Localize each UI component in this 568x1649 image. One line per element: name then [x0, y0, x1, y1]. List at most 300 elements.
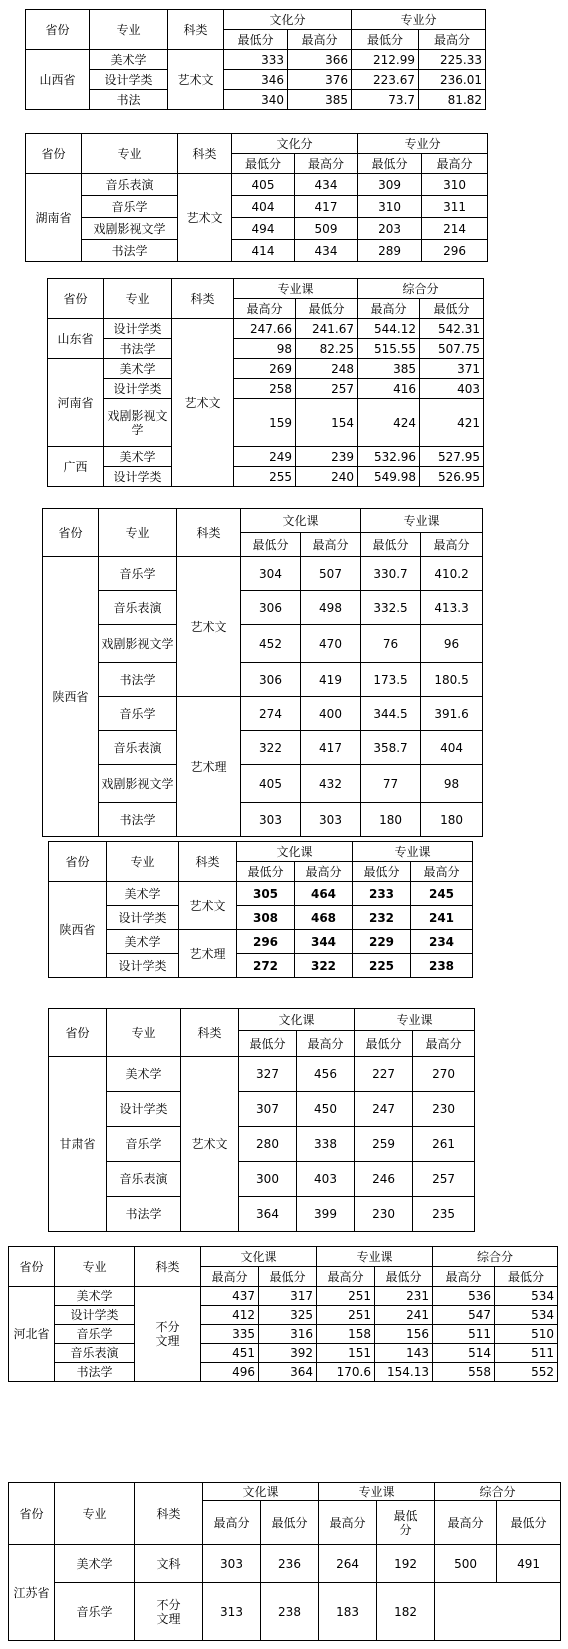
value-cell: 450 [297, 1092, 355, 1127]
value-cell: 511 [433, 1325, 495, 1344]
header-sub: 最低分 [375, 1267, 433, 1287]
major-cell: 美术学 [104, 447, 172, 467]
value-cell: 330.7 [361, 557, 421, 591]
major-cell: 音乐学 [107, 1127, 181, 1162]
value-cell: 173.5 [361, 663, 421, 697]
header-major: 专业 [107, 1009, 181, 1057]
value-cell: 310 [358, 196, 422, 218]
value-cell: 371 [420, 359, 484, 379]
value-cell: 270 [413, 1057, 475, 1092]
major-cell: 音乐表演 [82, 174, 178, 196]
category-cell: 艺术理 [179, 930, 237, 978]
value-cell: 414 [232, 240, 295, 262]
value-cell: 303 [241, 803, 301, 837]
value-cell: 73.7 [352, 90, 419, 110]
header-category: 科类 [135, 1247, 201, 1287]
value-cell: 366 [288, 50, 352, 70]
value-cell: 405 [241, 765, 301, 803]
value-cell: 452 [241, 625, 301, 663]
header-category: 科类 [178, 134, 232, 174]
header-professional: 专业课 [361, 509, 483, 533]
value-cell: 364 [259, 1363, 317, 1382]
header-sub: 最高分 [435, 1501, 497, 1545]
score-table-shandong-henan-guangxi [47, 278, 484, 487]
major-cell: 设计学类 [55, 1306, 135, 1325]
header-sub: 最高分 [433, 1267, 495, 1287]
header-sub: 最高分 [411, 862, 473, 882]
header-culture: 文化课 [239, 1009, 355, 1031]
major-cell: 设计学类 [107, 906, 179, 930]
major-cell: 设计学类 [104, 467, 172, 487]
value-cell: 391.6 [421, 697, 483, 731]
province-cell: 湖南省 [26, 174, 82, 262]
value-cell: 230 [355, 1197, 413, 1232]
value-cell: 234 [411, 930, 473, 954]
header-culture: 文化分 [232, 134, 358, 154]
major-cell: 音乐学 [99, 557, 177, 591]
header-composite: 综合分 [433, 1247, 558, 1267]
value-cell: 424 [358, 399, 420, 447]
value-cell: 82.25 [296, 339, 358, 359]
header-sub: 最低分 [420, 299, 484, 319]
value-cell: 333 [224, 50, 288, 70]
value-cell: 332.5 [361, 591, 421, 625]
value-cell: 346 [224, 70, 288, 90]
value-cell: 274 [241, 697, 301, 731]
value-cell: 403 [420, 379, 484, 399]
value-cell: 405 [232, 174, 295, 196]
value-cell: 272 [237, 954, 295, 978]
value-cell: 158 [317, 1325, 375, 1344]
value-cell: 269 [234, 359, 296, 379]
value-cell: 327 [239, 1057, 297, 1092]
header-sub: 最低分 [361, 533, 421, 557]
score-table-jiangsu [8, 1482, 561, 1641]
header-culture: 文化分 [224, 10, 352, 30]
score-table-hunan [25, 133, 488, 262]
value-cell: 236 [261, 1545, 319, 1583]
value-cell: 156 [375, 1325, 433, 1344]
value-cell: 507.75 [420, 339, 484, 359]
value-cell: 317 [259, 1287, 317, 1306]
value-cell: 154.13 [375, 1363, 433, 1382]
value-cell: 404 [421, 731, 483, 765]
header-province: 省份 [26, 10, 90, 50]
major-cell: 戏剧影视文学 [82, 218, 178, 240]
value-cell: 316 [259, 1325, 317, 1344]
score-table-hebei [8, 1246, 558, 1382]
header-major: 专业 [82, 134, 178, 174]
header-category: 科类 [177, 509, 241, 557]
value-cell: 235 [413, 1197, 475, 1232]
header-sub: 最低分 [296, 299, 358, 319]
value-cell: 526.95 [420, 467, 484, 487]
value-cell: 259 [355, 1127, 413, 1162]
value-cell: 289 [358, 240, 422, 262]
value-cell: 510 [495, 1325, 558, 1344]
value-cell: 376 [288, 70, 352, 90]
value-cell: 238 [261, 1583, 319, 1641]
category-cell: 不分文理 [135, 1583, 203, 1641]
value-cell: 464 [295, 882, 353, 906]
major-cell: 设计学类 [104, 319, 172, 339]
header-province: 省份 [43, 509, 99, 557]
value-cell: 154 [296, 399, 358, 447]
header-sub: 最低分 [261, 1501, 319, 1545]
header-sub: 最高分 [295, 154, 358, 174]
header-sub: 最低分 [259, 1267, 317, 1287]
value-cell: 308 [237, 906, 295, 930]
score-table-shaanxi-art [48, 841, 473, 978]
score-table-shanxi [25, 9, 486, 110]
province-cell: 河南省 [48, 359, 104, 447]
value-cell: 192 [377, 1545, 435, 1583]
header-composite: 综合分 [435, 1483, 561, 1501]
value-cell: 511 [495, 1344, 558, 1363]
value-cell: 304 [241, 557, 301, 591]
category-cell: 不分文理 [135, 1287, 201, 1382]
major-cell: 戏剧影视文学 [99, 765, 177, 803]
value-cell: 434 [295, 240, 358, 262]
value-cell: 385 [288, 90, 352, 110]
score-table-gansu [48, 1008, 475, 1232]
header-sub: 最高分 [288, 30, 352, 50]
value-cell: 494 [232, 218, 295, 240]
major-cell: 书法学 [107, 1197, 181, 1232]
value-cell: 404 [232, 196, 295, 218]
major-cell: 书法学 [99, 663, 177, 697]
header-composite: 综合分 [358, 279, 484, 299]
value-cell: 249 [234, 447, 296, 467]
value-cell: 419 [301, 663, 361, 697]
major-cell: 设计学类 [107, 1092, 181, 1127]
value-cell: 261 [413, 1127, 475, 1162]
value-cell: 180 [421, 803, 483, 837]
header-province: 省份 [49, 1009, 107, 1057]
header-province: 省份 [9, 1247, 55, 1287]
major-cell: 音乐表演 [55, 1344, 135, 1363]
value-cell: 507 [301, 557, 361, 591]
value-cell: 77 [361, 765, 421, 803]
value-cell: 400 [301, 697, 361, 731]
header-major: 专业 [55, 1247, 135, 1287]
major-cell: 音乐学 [99, 697, 177, 731]
major-cell: 音乐学 [55, 1325, 135, 1344]
value-cell: 98 [234, 339, 296, 359]
header-major: 专业 [104, 279, 172, 319]
value-cell: 241.67 [296, 319, 358, 339]
header-sub: 最低分 [237, 862, 295, 882]
value-cell: 306 [241, 591, 301, 625]
value-cell: 500 [435, 1545, 497, 1583]
header-sub: 最高分 [413, 1031, 475, 1057]
composite-empty-cell [435, 1583, 561, 1641]
header-sub: 最低分 [232, 154, 295, 174]
value-cell: 182 [377, 1583, 435, 1641]
value-cell: 246 [355, 1162, 413, 1197]
value-cell: 241 [411, 906, 473, 930]
major-cell: 音乐表演 [99, 591, 177, 625]
major-cell: 音乐学 [55, 1583, 135, 1641]
category-cell: 艺术文 [179, 882, 237, 930]
value-cell: 340 [224, 90, 288, 110]
header-category: 科类 [172, 279, 234, 319]
header-professional: 专业分 [358, 134, 488, 154]
province-cell: 陕西省 [49, 882, 107, 978]
value-cell: 432 [301, 765, 361, 803]
value-cell: 170.6 [317, 1363, 375, 1382]
value-cell: 364 [239, 1197, 297, 1232]
province-cell: 江苏省 [9, 1545, 55, 1641]
header-sub: 最高分 [301, 533, 361, 557]
header-sub: 最高分 [421, 533, 483, 557]
value-cell: 223.67 [352, 70, 419, 90]
value-cell: 98 [421, 765, 483, 803]
value-cell: 470 [301, 625, 361, 663]
header-sub: 最低分 [352, 30, 419, 50]
value-cell: 417 [301, 731, 361, 765]
value-cell: 159 [234, 399, 296, 447]
value-cell: 257 [296, 379, 358, 399]
value-cell: 225.33 [419, 50, 486, 70]
value-cell: 399 [297, 1197, 355, 1232]
value-cell: 509 [295, 218, 358, 240]
value-cell: 257 [413, 1162, 475, 1197]
major-cell: 音乐学 [82, 196, 178, 218]
value-cell: 417 [295, 196, 358, 218]
value-cell: 410.2 [421, 557, 483, 591]
header-category: 科类 [135, 1483, 203, 1545]
major-cell: 音乐表演 [107, 1162, 181, 1197]
value-cell: 203 [358, 218, 422, 240]
value-cell: 309 [358, 174, 422, 196]
category-cell: 艺术理 [177, 697, 241, 837]
value-cell: 558 [433, 1363, 495, 1382]
category-cell: 艺术文 [177, 557, 241, 697]
value-cell: 76 [361, 625, 421, 663]
value-cell: 300 [239, 1162, 297, 1197]
header-sub: 最低分 [224, 30, 288, 50]
value-cell: 231 [375, 1287, 433, 1306]
value-cell: 214 [422, 218, 488, 240]
header-sub: 最高分 [317, 1267, 375, 1287]
value-cell: 532.96 [358, 447, 420, 467]
major-cell: 戏剧影视文学 [99, 625, 177, 663]
province-cell: 甘肃省 [49, 1057, 107, 1232]
major-cell: 美术学 [107, 930, 179, 954]
value-cell: 421 [420, 399, 484, 447]
major-cell: 设计学类 [107, 954, 179, 978]
value-cell: 456 [297, 1057, 355, 1092]
value-cell: 534 [495, 1287, 558, 1306]
header-sub: 最高分 [419, 30, 486, 50]
major-cell: 美术学 [104, 359, 172, 379]
category-cell: 文科 [135, 1545, 203, 1583]
major-cell: 书法学 [104, 339, 172, 359]
header-sub: 最高分 [319, 1501, 377, 1545]
value-cell: 313 [203, 1583, 261, 1641]
value-cell: 236.01 [419, 70, 486, 90]
province-cell: 广西 [48, 447, 104, 487]
header-culture: 文化课 [237, 842, 353, 862]
header-sub: 最低分 [495, 1267, 558, 1287]
major-cell: 美术学 [55, 1545, 135, 1583]
header-sub: 最低分 [239, 1031, 297, 1057]
value-cell: 335 [201, 1325, 259, 1344]
value-cell: 255 [234, 467, 296, 487]
value-cell: 233 [353, 882, 411, 906]
value-cell: 344 [295, 930, 353, 954]
header-sub: 最高分 [203, 1501, 261, 1545]
major-cell: 美术学 [107, 1057, 181, 1092]
value-cell: 542.31 [420, 319, 484, 339]
major-cell: 戏剧影视文学 [104, 399, 172, 447]
province-cell: 陕西省 [43, 557, 99, 837]
header-province: 省份 [49, 842, 107, 882]
value-cell: 306 [241, 663, 301, 697]
value-cell: 358.7 [361, 731, 421, 765]
header-category: 科类 [179, 842, 237, 882]
value-cell: 81.82 [419, 90, 486, 110]
header-major: 专业 [90, 10, 168, 50]
value-cell: 344.5 [361, 697, 421, 731]
header-sub: 最高分 [234, 299, 296, 319]
value-cell: 212.99 [352, 50, 419, 70]
value-cell: 434 [295, 174, 358, 196]
value-cell: 183 [319, 1583, 377, 1641]
value-cell: 534 [495, 1306, 558, 1325]
province-cell: 河北省 [9, 1287, 55, 1382]
header-province: 省份 [48, 279, 104, 319]
header-sub: 最高分 [422, 154, 488, 174]
value-cell: 296 [422, 240, 488, 262]
value-cell: 437 [201, 1287, 259, 1306]
value-cell: 468 [295, 906, 353, 930]
value-cell: 180.5 [421, 663, 483, 697]
value-cell: 251 [317, 1287, 375, 1306]
header-professional: 专业课 [353, 842, 473, 862]
value-cell: 303 [203, 1545, 261, 1583]
value-cell: 491 [497, 1545, 561, 1583]
header-professional: 专业课 [319, 1483, 435, 1501]
major-cell: 书法学 [99, 803, 177, 837]
header-culture: 文化课 [201, 1247, 317, 1267]
value-cell: 451 [201, 1344, 259, 1363]
header-category: 科类 [181, 1009, 239, 1057]
value-cell: 547 [433, 1306, 495, 1325]
value-cell: 230 [413, 1092, 475, 1127]
header-sub: 最高分 [297, 1031, 355, 1057]
value-cell: 296 [237, 930, 295, 954]
value-cell: 322 [241, 731, 301, 765]
value-cell: 305 [237, 882, 295, 906]
category-cell: 艺术文 [178, 174, 232, 262]
category-cell: 艺术文 [181, 1057, 239, 1232]
header-sub: 最低分 [241, 533, 301, 557]
header-category: 科类 [168, 10, 224, 50]
header-sub: 最低分 [377, 1501, 435, 1545]
value-cell: 143 [375, 1344, 433, 1363]
value-cell: 310 [422, 174, 488, 196]
category-cell: 艺术文 [168, 50, 224, 110]
value-cell: 385 [358, 359, 420, 379]
header-sub: 最高分 [358, 299, 420, 319]
header-sub: 最低分 [353, 862, 411, 882]
value-cell: 498 [301, 591, 361, 625]
value-cell: 311 [422, 196, 488, 218]
value-cell: 392 [259, 1344, 317, 1363]
value-cell: 238 [411, 954, 473, 978]
major-cell: 音乐表演 [99, 731, 177, 765]
value-cell: 264 [319, 1545, 377, 1583]
value-cell: 549.98 [358, 467, 420, 487]
header-culture: 文化课 [241, 509, 361, 533]
province-cell: 山东省 [48, 319, 104, 359]
header-province: 省份 [26, 134, 82, 174]
major-cell: 设计学类 [104, 379, 172, 399]
value-cell: 515.55 [358, 339, 420, 359]
major-cell: 书法学 [55, 1363, 135, 1382]
value-cell: 240 [296, 467, 358, 487]
value-cell: 412 [201, 1306, 259, 1325]
value-cell: 280 [239, 1127, 297, 1162]
value-cell: 180 [361, 803, 421, 837]
value-cell: 251 [317, 1306, 375, 1325]
header-sub: 最低分 [497, 1501, 561, 1545]
value-cell: 303 [301, 803, 361, 837]
header-sub: 最高分 [201, 1267, 259, 1287]
value-cell: 151 [317, 1344, 375, 1363]
value-cell: 536 [433, 1287, 495, 1306]
header-sub: 最低分 [358, 154, 422, 174]
major-cell: 书法学 [82, 240, 178, 262]
category-cell: 艺术文 [172, 319, 234, 487]
major-cell: 书法 [90, 90, 168, 110]
major-cell: 美术学 [107, 882, 179, 906]
value-cell: 527.95 [420, 447, 484, 467]
province-cell: 山西省 [26, 50, 90, 110]
value-cell: 322 [295, 954, 353, 978]
major-cell: 美术学 [90, 50, 168, 70]
major-cell: 美术学 [55, 1287, 135, 1306]
header-professional: 专业课 [355, 1009, 475, 1031]
header-professional: 专业课 [234, 279, 358, 299]
header-major: 专业 [99, 509, 177, 557]
value-cell: 413.3 [421, 591, 483, 625]
value-cell: 496 [201, 1363, 259, 1382]
value-cell: 227 [355, 1057, 413, 1092]
value-cell: 325 [259, 1306, 317, 1325]
major-cell: 设计学类 [90, 70, 168, 90]
header-major: 专业 [55, 1483, 135, 1545]
header-sub: 最高分 [295, 862, 353, 882]
value-cell: 307 [239, 1092, 297, 1127]
value-cell: 229 [353, 930, 411, 954]
value-cell: 248 [296, 359, 358, 379]
header-culture: 文化课 [203, 1483, 319, 1501]
header-province: 省份 [9, 1483, 55, 1545]
value-cell: 247 [355, 1092, 413, 1127]
value-cell: 241 [375, 1306, 433, 1325]
header-major: 专业 [107, 842, 179, 882]
value-cell: 232 [353, 906, 411, 930]
value-cell: 416 [358, 379, 420, 399]
value-cell: 239 [296, 447, 358, 467]
value-cell: 514 [433, 1344, 495, 1363]
value-cell: 338 [297, 1127, 355, 1162]
value-cell: 403 [297, 1162, 355, 1197]
value-cell: 544.12 [358, 319, 420, 339]
